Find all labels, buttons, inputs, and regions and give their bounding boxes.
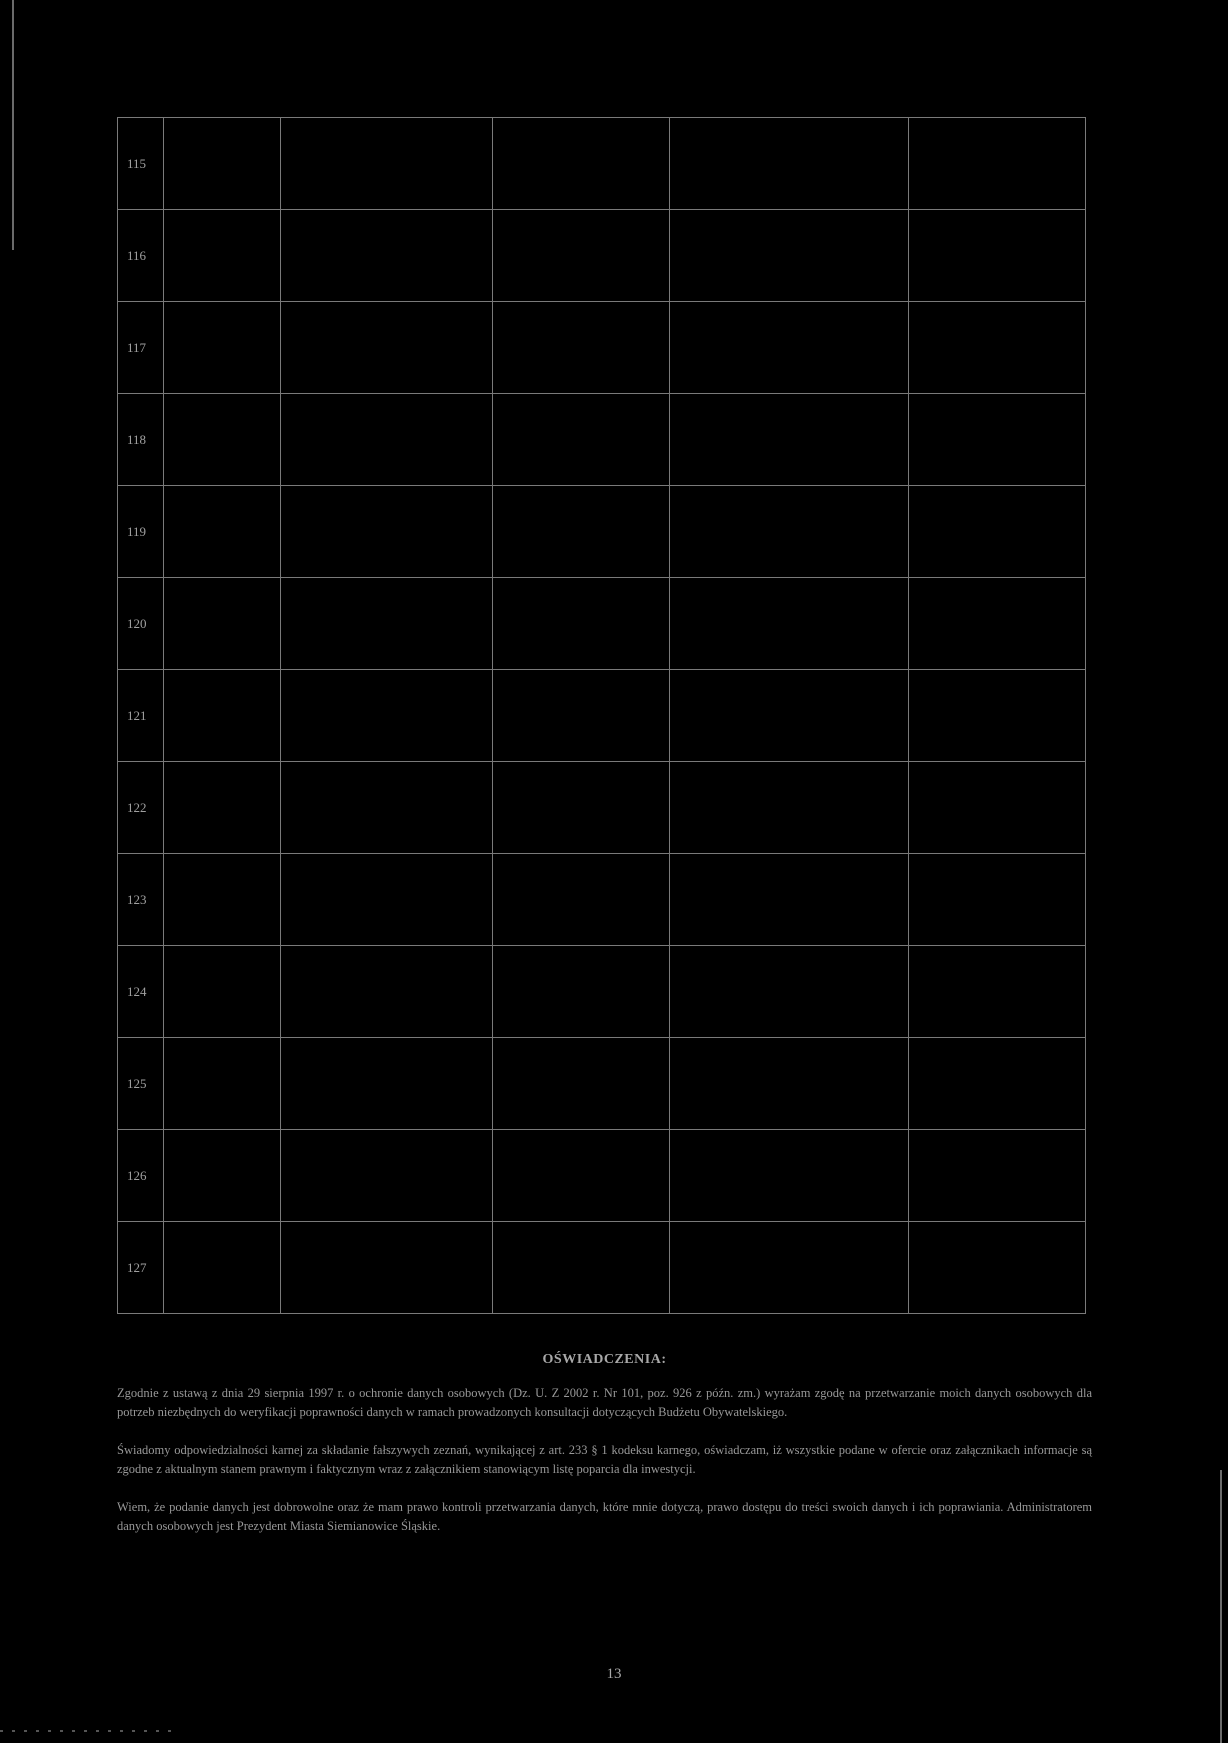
id-cell[interactable]: [493, 210, 670, 302]
row-number: 127: [118, 1222, 164, 1314]
row-number: 123: [118, 854, 164, 946]
table-row: [118, 302, 1086, 394]
row-number: 118: [118, 394, 164, 486]
address-cell[interactable]: [281, 1130, 493, 1222]
name-cell[interactable]: [164, 1038, 281, 1130]
table-row: [118, 854, 1086, 946]
signature-cell[interactable]: [909, 1130, 1086, 1222]
support-list-body: [118, 118, 1086, 1314]
row-number: 124: [118, 946, 164, 1038]
info-cell[interactable]: [670, 578, 909, 670]
address-cell[interactable]: [281, 946, 493, 1038]
signature-cell[interactable]: [909, 394, 1086, 486]
row-number: 117: [118, 302, 164, 394]
liability-paragraph: Świadomy odpowiedzialności karnej za składanie fałszywych zeznań, wynikającej z art. 233 § 1 kodeksu karnego, oświadczam, iż wszystkie podane w ofercie oraz załącznikach informacje są zgodne z aktualnym stanem prawnym i faktycznym wraz z załącznikiem stanowiącym listę poparcia dla inwestycji.: [117, 1443, 1092, 1476]
row-number: 116: [118, 210, 164, 302]
row-number: 115: [118, 118, 164, 210]
address-cell[interactable]: [281, 210, 493, 302]
signature-cell[interactable]: [909, 670, 1086, 762]
row-number: 120: [118, 578, 164, 670]
info-cell[interactable]: [670, 1130, 909, 1222]
signature-cell[interactable]: [909, 1222, 1086, 1314]
address-cell[interactable]: [281, 394, 493, 486]
table-row: [118, 1222, 1086, 1314]
address-cell[interactable]: [281, 486, 493, 578]
info-cell[interactable]: [670, 302, 909, 394]
table-row: [118, 670, 1086, 762]
data-consent-paragraph: Zgodnie z ustawą z dnia 29 sierpnia 1997 r. o ochronie danych osobowych (Dz. U. Z 2002 r. Nr 101, poz. 926 z późn. zm.) wyrażam zgodę na przetwarzanie moich danych osobowych dla potrzeb niezbędnych do weryfikacji poprawności danych w ramach prowadzonych konsultacji dotyczących Budżetu Obywatelskiego.: [117, 1386, 1092, 1419]
table-row: [118, 118, 1086, 210]
info-cell[interactable]: [670, 1222, 909, 1314]
table-row: [118, 1038, 1086, 1130]
signature-cell[interactable]: [909, 302, 1086, 394]
info-cell[interactable]: [670, 854, 909, 946]
signature-cell[interactable]: [909, 762, 1086, 854]
id-cell[interactable]: [493, 578, 670, 670]
name-cell[interactable]: [164, 1222, 281, 1314]
scan-edge-right: [1220, 1470, 1222, 1743]
row-number: 121: [118, 670, 164, 762]
signature-cell[interactable]: [909, 854, 1086, 946]
signature-cell[interactable]: [909, 210, 1086, 302]
id-cell[interactable]: [493, 1038, 670, 1130]
table-row: [118, 210, 1086, 302]
info-cell[interactable]: [670, 486, 909, 578]
id-cell[interactable]: [493, 394, 670, 486]
name-cell[interactable]: [164, 1130, 281, 1222]
row-number: 125: [118, 1038, 164, 1130]
name-cell[interactable]: [164, 118, 281, 210]
id-cell[interactable]: [493, 762, 670, 854]
name-cell[interactable]: [164, 854, 281, 946]
declarations-title: OŚWIADCZENIA:: [542, 1352, 667, 1367]
data-rights-paragraph: Wiem, że podanie danych jest dobrowolne oraz że mam prawo kontroli przetwarzania danych, które mnie dotyczą, prawo dostępu do treści swoich danych i ich poprawiania. Administratorem danych osobowych jest Prezydent Miasta Siemianowice Śląskie.: [117, 1500, 1092, 1533]
info-cell[interactable]: [670, 670, 909, 762]
name-cell[interactable]: [164, 302, 281, 394]
name-cell[interactable]: [164, 670, 281, 762]
declarations-section: [117, 1352, 1092, 1555]
scan-edge-left: [12, 0, 14, 250]
address-cell[interactable]: [281, 670, 493, 762]
id-cell[interactable]: [493, 946, 670, 1038]
table-row: [118, 762, 1086, 854]
signature-cell[interactable]: [909, 486, 1086, 578]
id-cell[interactable]: [493, 1222, 670, 1314]
row-number: 126: [118, 1130, 164, 1222]
id-cell[interactable]: [493, 118, 670, 210]
name-cell[interactable]: [164, 578, 281, 670]
id-cell[interactable]: [493, 1130, 670, 1222]
address-cell[interactable]: [281, 1222, 493, 1314]
page-number: 13: [606, 1666, 622, 1682]
name-cell[interactable]: [164, 946, 281, 1038]
id-cell[interactable]: [493, 302, 670, 394]
table-row: [118, 946, 1086, 1038]
support-list-table: [117, 117, 1086, 1314]
address-cell[interactable]: [281, 762, 493, 854]
info-cell[interactable]: [670, 1038, 909, 1130]
row-number: 119: [118, 486, 164, 578]
id-cell[interactable]: [493, 854, 670, 946]
name-cell[interactable]: [164, 486, 281, 578]
id-cell[interactable]: [493, 486, 670, 578]
info-cell[interactable]: [670, 210, 909, 302]
address-cell[interactable]: [281, 118, 493, 210]
scan-dots-bottom: [0, 1730, 180, 1732]
info-cell[interactable]: [670, 118, 909, 210]
address-cell[interactable]: [281, 1038, 493, 1130]
signature-cell[interactable]: [909, 578, 1086, 670]
signature-cell[interactable]: [909, 1038, 1086, 1130]
table-row: [118, 578, 1086, 670]
id-cell[interactable]: [493, 670, 670, 762]
table-row: [118, 1130, 1086, 1222]
table-row: [118, 486, 1086, 578]
signature-cell[interactable]: [909, 946, 1086, 1038]
table-row: [118, 394, 1086, 486]
name-cell[interactable]: [164, 394, 281, 486]
info-cell[interactable]: [670, 946, 909, 1038]
address-cell[interactable]: [281, 302, 493, 394]
info-cell[interactable]: [670, 394, 909, 486]
address-cell[interactable]: [281, 854, 493, 946]
name-cell[interactable]: [164, 210, 281, 302]
row-number: 122: [118, 762, 164, 854]
info-cell[interactable]: [670, 762, 909, 854]
name-cell[interactable]: [164, 762, 281, 854]
address-cell[interactable]: [281, 578, 493, 670]
signature-cell[interactable]: [909, 118, 1086, 210]
